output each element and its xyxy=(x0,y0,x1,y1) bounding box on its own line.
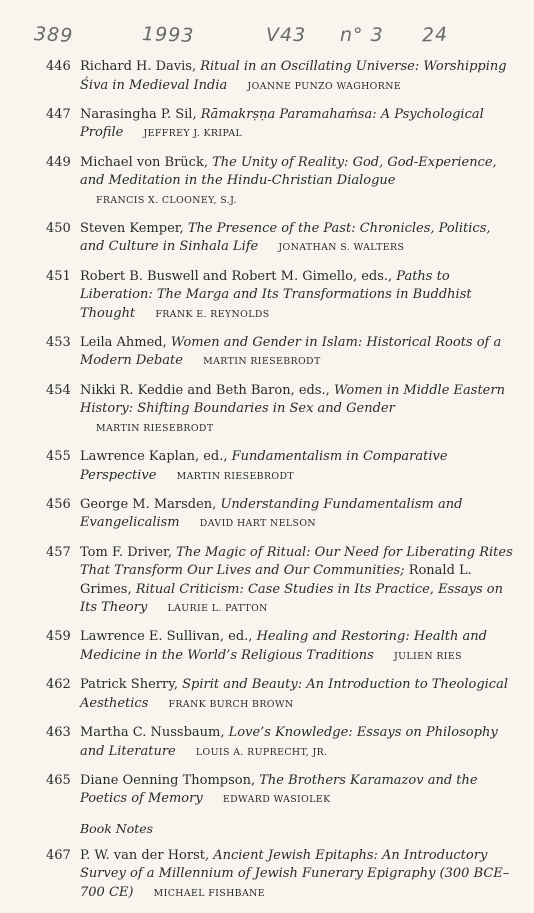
list-item xyxy=(46,724,516,762)
list-item xyxy=(46,268,516,325)
review-list xyxy=(46,58,516,913)
citation xyxy=(80,847,516,904)
reviewer-name: FRANK E. REYNOLDS xyxy=(155,308,270,320)
handwritten-issue: n° 3 xyxy=(340,24,384,46)
reviewer-name: JONATHAN S. WALTERS xyxy=(278,242,405,254)
page-number: 449 xyxy=(46,154,71,170)
page-number: 467 xyxy=(46,847,71,863)
book-author: Lawrence E. Sullivan, ed., xyxy=(80,629,257,645)
list-item xyxy=(46,772,516,810)
reviewer-name: JOANNE PUNZO WAGHORNE xyxy=(247,80,402,92)
book-title: Women in Middle Eastern History: Shifting Boundaries in Sex and Gender xyxy=(80,382,505,417)
citation xyxy=(80,382,516,439)
list-item xyxy=(46,448,516,486)
citation xyxy=(80,154,516,211)
book-title: Healing and Restoring: Health and Medicine in the World’s Religious Traditions xyxy=(80,629,487,663)
book-title: Rāmakrṣṇa Paramahaṁsa: A Psychological Profile xyxy=(80,106,484,141)
book-title: Fundamentalism in Comparative Perspective xyxy=(80,449,448,483)
reviewer-name: MARTIN RIESEBRODT xyxy=(96,422,214,434)
page-number: 455 xyxy=(46,449,71,465)
book-title: The Unity of Reality: God, God-Experience, and Meditation in the Hindu-Christian Dialogue xyxy=(80,154,497,189)
list-item xyxy=(46,496,516,534)
book-title: The Presence of the Past: Chronicles, Politics, and Culture in Sinhala Life xyxy=(80,220,491,255)
handwritten-note xyxy=(30,18,514,52)
handwritten-year: 1993 xyxy=(141,23,195,47)
reviewer-name: EDWARD WASIOLEK xyxy=(222,794,331,806)
book-title: Ritual Criticism: Case Studies in Its Practice, Essays on Its Theory xyxy=(80,581,503,616)
citation xyxy=(80,544,516,619)
book-title: Understanding Fundamentalism and Evangelicalism xyxy=(80,496,463,531)
book-author: Richard H. Davis, xyxy=(80,59,201,74)
list-item xyxy=(46,220,516,258)
section-heading: Book Notes xyxy=(80,820,154,836)
reviewer-name: JULIEN RIES xyxy=(393,650,462,662)
list-item xyxy=(46,847,516,904)
book-author: Narasingha P. Sil, xyxy=(80,106,201,122)
list-item xyxy=(46,382,516,439)
page-number: 456 xyxy=(46,496,71,512)
book-author: Martha C. Nussbaum, xyxy=(80,725,229,741)
book-title: The Magic of Ritual: Our Need for Liberating Rites That Transform Our Lives and Our Communities; xyxy=(80,544,513,579)
book-author: Lawrence Kaplan, ed., xyxy=(80,449,232,465)
book-author: Robert B. Buswell and Robert M. Gimello, eds., xyxy=(80,268,397,284)
book-title: Love’s Knowledge: Essays on Philosophy and Literature xyxy=(80,725,498,759)
list-item xyxy=(46,334,516,372)
page-number: 446 xyxy=(46,59,71,74)
handwritten-volume-number: 389 xyxy=(33,22,74,48)
book-author: P. W. van der Horst, xyxy=(80,847,214,863)
reviewer-name: MICHAEL FISHBANE xyxy=(153,887,265,899)
book-author: Steven Kemper, xyxy=(80,220,188,236)
list-item xyxy=(46,106,516,144)
page-number: 462 xyxy=(46,677,71,693)
reviewer-name: LAURIE L. PATTON xyxy=(167,603,268,615)
citation xyxy=(80,268,516,325)
page-number: 463 xyxy=(46,725,71,741)
page-number: 453 xyxy=(46,334,71,350)
list-item xyxy=(46,676,516,714)
citation xyxy=(80,220,516,258)
citation xyxy=(80,58,516,96)
reviewer-name: FRANCIS X. CLOONEY, S.J. xyxy=(96,194,237,206)
handwritten-tally: 24 xyxy=(421,23,449,47)
handwritten-volume: V43 xyxy=(266,24,307,46)
book-title: The Brothers Karamazov and the Poetics of Memory xyxy=(80,772,478,807)
citation xyxy=(80,628,516,666)
page-number: 450 xyxy=(46,220,71,236)
page-number: 457 xyxy=(46,544,71,560)
citation xyxy=(80,334,516,372)
reviewer-name: JEFFREY J. KRIPAL xyxy=(143,128,243,140)
citation xyxy=(80,496,516,534)
book-author: Diane Oenning Thompson, xyxy=(80,772,260,788)
list-item xyxy=(46,628,516,666)
page-number: 451 xyxy=(46,268,71,284)
book-title: Women and Gender in Islam: Historical Roots of a Modern Debate xyxy=(80,334,502,369)
book-author: Tom F. Driver, xyxy=(80,544,177,560)
list-item xyxy=(46,544,516,619)
page-number: 454 xyxy=(46,382,71,398)
book-title: Ancient Jewish Epitaphs: An Introductory Survey of a Millennium of Jewish Funerary Epigraphy (300 BCE–700 CE) xyxy=(80,847,510,900)
citation xyxy=(80,676,516,714)
book-author: Nikki R. Keddie and Beth Baron, eds., xyxy=(80,382,334,398)
book-author: Michael von Brück, xyxy=(80,154,213,170)
book-author: Ronald L. Grimes, xyxy=(80,563,472,597)
reviewer-name: DAVID HART NELSON xyxy=(199,518,317,530)
citation xyxy=(80,772,516,810)
list-item xyxy=(46,58,516,96)
citation xyxy=(80,724,516,762)
page-number: 465 xyxy=(46,772,71,788)
page-number: 459 xyxy=(46,629,71,645)
list-item xyxy=(46,154,516,211)
book-author: George M. Marsden, xyxy=(80,496,221,512)
page-number: 447 xyxy=(46,106,71,122)
book-author: Patrick Sherry, xyxy=(80,677,183,693)
book-title: Ritual in an Oscillating Universe: Worshipping Śiva in Medieval India xyxy=(80,59,507,93)
reviewer-name: LOUIS A. RUPRECHT, JR. xyxy=(195,746,328,758)
reviewer-name: MARTIN RIESEBRODT xyxy=(203,356,321,368)
book-title: Paths to Liberation: The Marga and Its Transformations in Buddhist Thought xyxy=(80,268,472,321)
book-author: Leila Ahmed, xyxy=(80,334,171,350)
citation xyxy=(80,448,516,486)
reviewer-name: FRANK BURCH BROWN xyxy=(168,698,294,710)
reviewer-name: MARTIN RIESEBRODT xyxy=(176,470,295,482)
book-title: Spirit and Beauty: An Introduction to Theological Aesthetics xyxy=(80,677,508,711)
citation xyxy=(80,106,516,144)
